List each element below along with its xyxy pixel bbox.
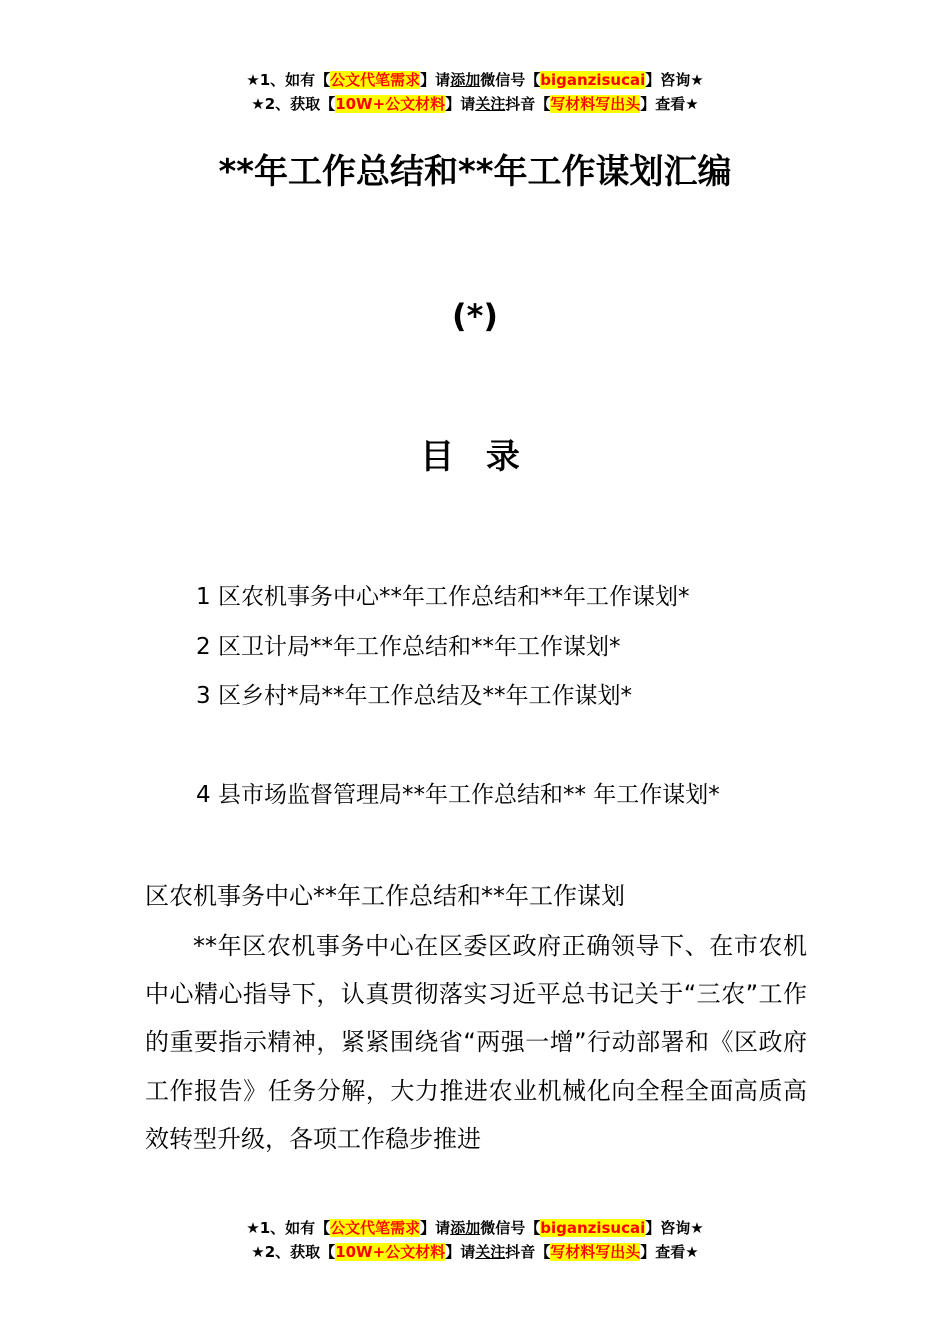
promo-highlight-service: 公文代笔需求	[330, 71, 421, 89]
toc-item: 3 区乡村*局**年工作总结及**年工作谋划*	[196, 683, 632, 709]
promo-text: 】请	[420, 1219, 451, 1237]
promo-text: 】查看★	[640, 1243, 699, 1261]
promo-underline-add: 添加	[450, 1219, 481, 1237]
promo-text: 】咨询★	[645, 71, 704, 89]
promo-text: 微信号【	[480, 1219, 541, 1237]
footer-promo-banner	[0, 1216, 950, 1264]
promo-highlight-materials: 10W+公文材料	[335, 1243, 446, 1261]
promo-underline-follow: 关注	[475, 1243, 506, 1261]
promo-highlight-wechat-id: biganzisucai	[540, 1219, 646, 1237]
promo-text: ★2、获取【	[251, 1243, 336, 1261]
document-title: **年工作总结和**年工作谋划汇编	[218, 152, 732, 192]
promo-text: 抖音【	[505, 1243, 551, 1261]
body-paragraph: **年区农机事务中心在区委区政府正确领导下、在市农机中心精心指导下，认真贯彻落实习近平总书记关于“三农”工作的重要指示精神，紧紧围绕省“两强一增”行动部署和《区政府工作报告》任务分解，大力推进农业机械化向全程全面高质高效转型升级，各项工作稳步推进	[145, 932, 807, 1153]
promo-highlight-materials: 10W+公文材料	[335, 95, 446, 113]
promo-text: 】咨询★	[645, 1219, 704, 1237]
promo-underline-follow: 关注	[475, 95, 506, 113]
toc-item: 2 区卫计局**年工作总结和**年工作谋划*	[196, 634, 621, 660]
toc-item: 1 区农机事务中心**年工作总结和**年工作谋划*	[196, 584, 690, 610]
document-subtitle: (*)	[452, 297, 498, 335]
promo-text: ★1、如有【	[246, 71, 331, 89]
promo-underline-add: 添加	[450, 71, 481, 89]
header-promo-banner	[0, 68, 950, 116]
promo-line-1	[0, 1216, 950, 1240]
promo-highlight-douyin-account: 写材料写出头	[550, 1243, 641, 1261]
promo-line-1	[0, 68, 950, 92]
promo-text: 微信号【	[480, 71, 541, 89]
toc-heading: 目 录	[420, 437, 530, 477]
promo-text: 】请	[445, 1243, 476, 1261]
promo-highlight-wechat-id: biganzisucai	[540, 71, 646, 89]
section-heading: 区农机事务中心**年工作总结和**年工作谋划	[145, 882, 625, 910]
promo-line-2	[0, 1240, 950, 1264]
promo-text: 抖音【	[505, 95, 551, 113]
promo-highlight-service: 公文代笔需求	[330, 1219, 421, 1237]
promo-highlight-douyin-account: 写材料写出头	[550, 95, 641, 113]
promo-text: 】请	[420, 71, 451, 89]
promo-text: ★1、如有【	[246, 1219, 331, 1237]
toc-item: 4 县市场监督管理局**年工作总结和** 年工作谋划*	[196, 782, 720, 808]
promo-text: ★2、获取【	[251, 95, 336, 113]
promo-line-2	[0, 92, 950, 116]
promo-text: 】请	[445, 95, 476, 113]
promo-text: 】查看★	[640, 95, 699, 113]
